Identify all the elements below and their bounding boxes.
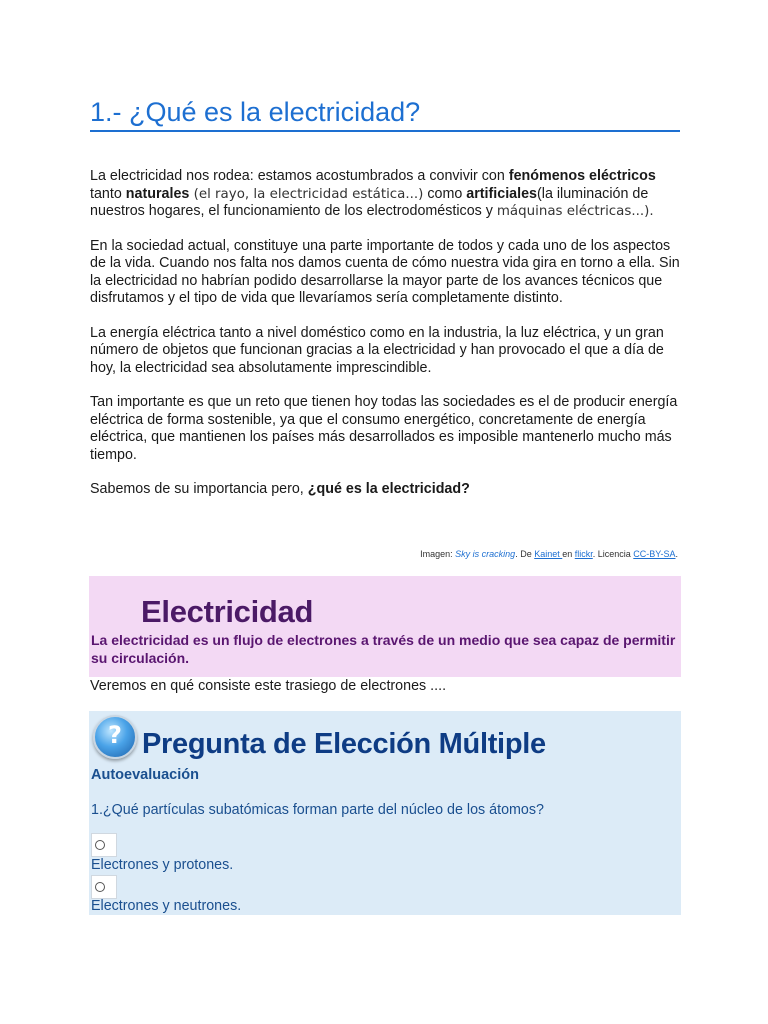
paragraph-1 <box>90 168 680 221</box>
question-glyph: ? <box>108 721 122 749</box>
license-link[interactable]: CC-BY-SA <box>633 549 676 559</box>
bold-text: fenómenos eléctricos <box>508 168 656 184</box>
credit-prefix: Imagen: <box>420 549 456 559</box>
text-span: máquinas eléctricas...). <box>496 204 654 219</box>
bold-text: naturales <box>125 185 190 202</box>
after-definition-text: Veremos en qué consiste este trasiego de electrones .... <box>90 678 447 694</box>
credit-text: . Licencia <box>592 549 634 559</box>
text-span: (la iluminación de nuestros hogares, el funcionamiento de los electrodomésticos y <box>90 185 649 219</box>
definition-box <box>89 576 681 677</box>
paragraph-2: En la sociedad actual, constituye una parte importante de todos y cada uno de los aspectos de la vida. Cuando nos falta nos damos cuenta de cómo nuestra vida gira en torno a ella. Sin la electricidad no habrían podido desarrollarse la mayor parte de los avances técnicos que disfrutamos y el tipo de vida que llevaríamos sería completamente distinto. <box>90 237 680 306</box>
definition-title: Electricidad <box>141 594 314 629</box>
author-link[interactable]: Kainet <box>534 549 563 559</box>
definition-text: La electricidad es un flujo de electrones a través de un medio que sea capaz de permitir su circulación. <box>91 632 676 666</box>
question-icon <box>93 715 137 759</box>
paragraph-4: Tan importante es que un reto que tienen hoy todas las sociedades es el de producir energía eléctrica de forma sostenible, ya que el consumo energético, concretamente de energía eléctrica, que mantienen los países más desarrollados es imposible mantenerlo mucho más tiempo. <box>90 394 678 463</box>
option-label-1: Electrones y protones. <box>91 857 234 873</box>
credit-text: . <box>675 549 678 559</box>
radio-option-1[interactable] <box>91 833 117 857</box>
radio-icon[interactable] <box>95 840 105 850</box>
text-span: tanto <box>90 185 126 202</box>
option-label-2: Electrones y neutrones. <box>91 898 242 914</box>
radio-icon[interactable] <box>95 882 105 892</box>
text-span: La electricidad nos rodea: estamos acostumbrados a convivir con <box>90 168 509 184</box>
flickr-link[interactable]: flickr <box>574 549 593 559</box>
quiz-subtitle: Autoevaluación <box>91 767 199 783</box>
credit-title: Sky is cracking <box>455 549 516 559</box>
bold-text: ¿qué es la electricidad? <box>307 481 470 497</box>
radio-option-2[interactable] <box>91 875 117 899</box>
credit-text: . De <box>515 549 535 559</box>
text-span: Sabemos de su importancia pero, <box>90 481 308 497</box>
text-span: (el rayo, la electricidad estática...) <box>189 186 424 202</box>
text-span: como <box>423 185 467 202</box>
image-credit <box>90 549 678 559</box>
page-title: 1.- ¿Qué es la electricidad? <box>90 94 680 132</box>
bold-text: artificiales <box>466 185 538 202</box>
quiz-title: Pregunta de Elección Múltiple <box>142 728 546 760</box>
credit-text: en <box>562 549 575 559</box>
quiz-question: 1.¿Qué partículas subatómicas forman parte del núcleo de los átomos? <box>91 802 544 818</box>
paragraph-5 <box>90 481 680 499</box>
quiz-box <box>89 711 681 915</box>
paragraph-3: La energía eléctrica tanto a nivel doméstico como en la industria, la luz eléctrica, y un gran número de objetos que funcionan gracias a la electricidad y han provocado el que a día de hoy, la electricidad sea absolutamente imprescindible. <box>90 324 664 376</box>
article-body <box>90 168 680 516</box>
